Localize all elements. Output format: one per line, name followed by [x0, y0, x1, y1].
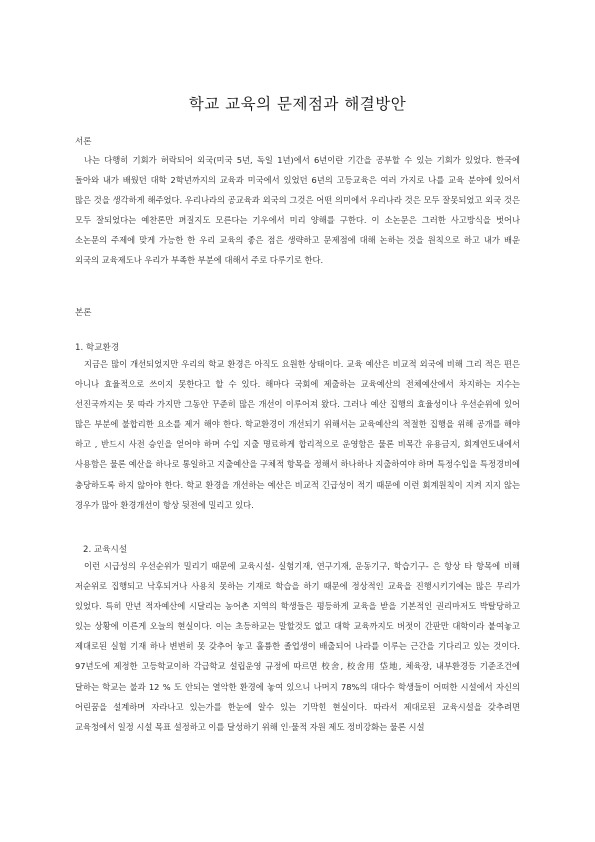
section-paragraph-education-facilities: 이런 시급성의 우선순위가 밀리기 때문에 교육시설- 실험기재, 연구기재, 운동기구, 학습기구- 은 항상 타 항목에 비해 저순위로 집행되고 낙후되거나 사용치 못하는 기재로 학습을 하기 때문에 정상적인 교육을 진행시키기에는 많은 무리가 있었다. 특히 만년 적자예산에 시달리는 농어촌 지역의 학생들은 평등하게 교육을 받을 기본적인 권리마저도 박탈당하고 있는 상황에 이른게 오늘의 현실이다. 이는 초등하교는 말할것도 없고 대학 교육까지도 버젓이 간판만 대학이라 붙여놓고 제대로된 실험 기재 하나 변변히 못 갖추어 놓고 훌륭한 졸업생이 배출되어 나라를 이루는 근간을 기다리고 있는 것이다. 97년도에 제정한 고등학교이하 각급학교 설립운영 규정에 따르면 校舍, 校舍用 垈地, 체육장, 내부환경등 기준조건에 달하는 학교는 불과 12 % 도 안되는 열악한 환경에 놓여 있으니 나머지 78%의 대다수 학생들이 어떠한 시설에서 자신의 어린꿈을 설계하며 자라나고 있는가를 한눈에 알수 있는 기막힌 현실이다. 따라서 제대로된 교육시설을 갖추려면 교육청에서 일정 시설 목표 설정하고 이를 달성하기 위해 인·물적 자원 제도 정비강화는 물론 시설: [75, 561, 520, 732]
section-heading-education-facilities: 2. 교육시설: [83, 545, 128, 555]
intro-paragraph: 나는 다행히 기회가 허락되어 외국(미국 5년, 독일 1년)에서 6년이란 기간을 공부할 수 있는 기회가 있었다. 한국에 돌아와 내가 배웠던 대학 2학년까지의 교육과 미국에서 있었던 6년의 고등교육은 여러 가지로 나를 교육 분야에 있어서 많은 것을 생각하게 해주었다. 우리나라의 공교육과 외국의 그것은 어떤 의미에서 우리나라 것은 모두 잘못되었고 외국 것은 모두 잘되었다는 예찬론만 펴질지도 모른다는 기우에서 미리 양해를 구한다. 이 소논문은 그러한 사고방식을 벗어나 소논문의 주제에 맞게 가능한 한 우리 교육의 좋은 점은 생략하고 문제점에 대해 논하는 것을 원칙으로 하고 내가 배운 외국의 교육제도나 우리가 부족한 부분에 대해서 주로 다루기로 한다.: [75, 155, 520, 266]
document-title: 학교 교육의 문제점과 해결방안: [188, 95, 407, 113]
section-heading-school-environment: 1. 학교환경: [75, 343, 120, 353]
section-paragraph-school-environment: 지금은 많이 개선되었지만 우리의 학교 환경은 아직도 요원한 상태이다. 교육 예산은 비교적 외국에 비해 그리 적은 편은 아니나 효율적으로 쓰이지 못한다고 할 수 있다. 해마다 국회에 제출하는 교육예산의 전체예산에서 차지하는 지수는 선진국까지는 못 따라 가지만 그동안 꾸준히 많은 개선이 이루어져 왔다. 그러나 예산 집행의 효율성이나 우선순위에 있어 많은 부분에 불합리한 요소를 제거 해야 한다. 학교환경이 개선되기 위해서는 교육예산의 적절한 집행을 위해 공개를 해야 하고 , 반드시 사전 승인을 얻어야 하며 수입 지출 명료하게 합리적으로 운영함은 물론 비목간 유용금지, 회계연도내에서 사용함은 물론 예산을 하나로 통일하고 지출예산을 구체적 항목을 정해서 하나하나 지출하여야 하며 특정수입을 특정경비에 충당하도록 하지 않아야 한다. 학교 환경을 개선하는 예산은 비교적 긴급성이 적기 때문에 이런 회계원칙이 지켜 지지 않는 경우가 많아 환경개선이 항상 뒷전에 밀리고 있다.: [75, 359, 520, 510]
body-heading: 본론: [75, 308, 92, 318]
intro-heading: 서론: [75, 137, 92, 147]
